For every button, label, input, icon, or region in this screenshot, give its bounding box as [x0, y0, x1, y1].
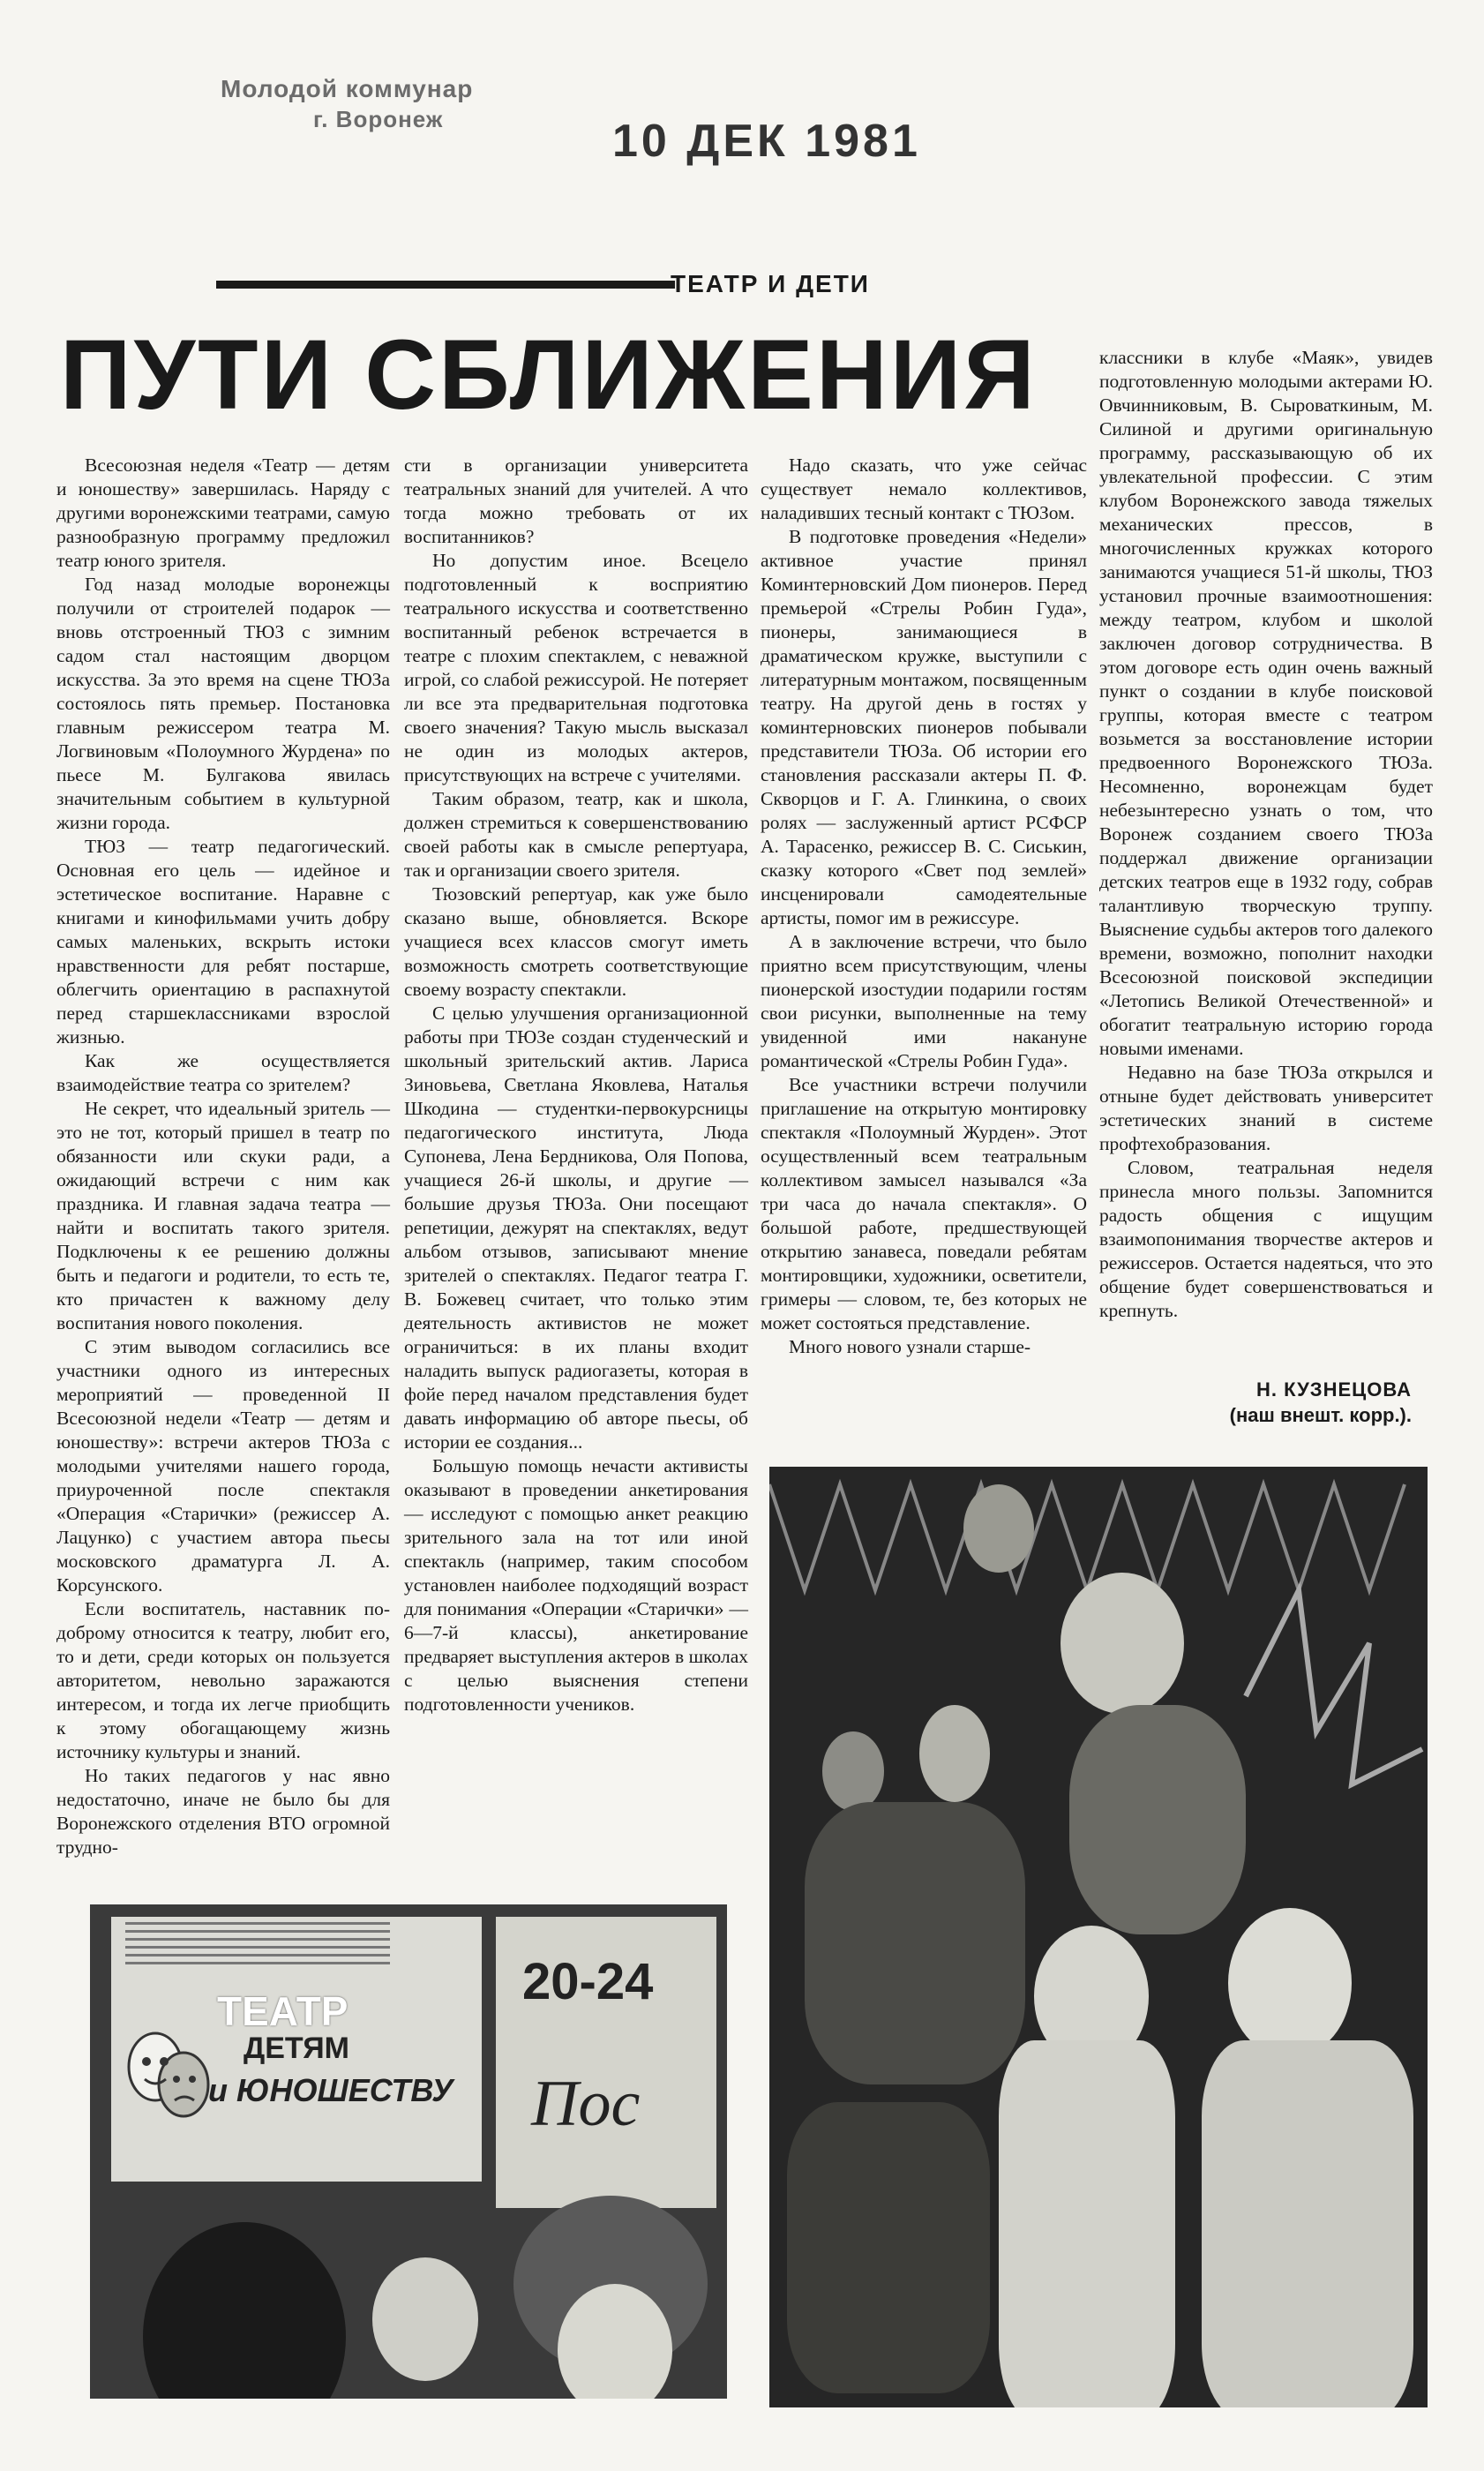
paragraph: Год назад молодые воронежцы получили от строителей подарок — вновь отстроенный ТЮЗ с зимним садом стал настоящим дворцом искусства. За это время на сцене ТЮЗа состоялось пять премьер. Постановка главным режиссером театра М. Логвиновым «Полоумного Журдена» по пьесе М. Булгакова явилась значительным событием в культурной жизни города. — [56, 574, 390, 833]
paragraph: Но допустим иное. Всецело подготовленный к восприятию театрального искусства и соответственно воспитанный ребенок встречается в театре с плохим спектаклем, с неважной игрой, со слабой режиссурой. Не потеряет ли все эта предварительная подготовка своего значения? Такую мысль высказал не один из молодых актеров, присутствующих на встрече с учителями. — [404, 550, 748, 785]
paragraph: сти в организации университета театральных знаний для учителей. А что тогда можно требовать от их воспитанников? — [404, 454, 748, 547]
poster-word-youth: и ЮНОШЕСТВУ — [208, 2072, 453, 2108]
paragraph: Всесоюзная неделя «Театр — детям и юношеству» завершилась. Наряду с другими воронежскими театрами, самую разнообразную программу предложил театр юного зрителя. — [56, 454, 390, 571]
theatre-masks-icon — [120, 2023, 217, 2129]
child-face — [372, 2257, 478, 2381]
paragraph: А в заключение встречи, что было приятно всем присутствующим, члены пионерской изостудии подарили гостям свои рисунки, выполненные на тему увиденной ими накануне романтической «Стрелы Робин Гуда». — [761, 931, 1087, 1071]
playbill-date: 20-24 — [522, 1953, 654, 2010]
author-name: Н. КУЗНЕЦОВА — [1256, 1378, 1412, 1401]
paragraph: ТЮЗ — театр педагогический. Основная его цель — идейное и эстетическое воспитание. Наравне с книгами и кинофильмами учить добру самых маленьких, вскрыть истоки нравственности для ребят постарше, облегчить ориентацию в распахнутой перед старшеклассниками взрослой жизнью. — [56, 836, 390, 1048]
paragraph: В подготовке проведения «Недели» активное участие принял Коминтерновский Дом пионеров. Перед премьерой «Стрелы Робин Гуда», пионеры, занимающиеся в драматическом кружке, выступили с литературным монтажом, посвященным театру. На другой день в гостях у коминтерновских пионеров побывали представители ТЮЗа. Об истории его становления рассказали актеры П. Ф. Скворцов и Г. А. Глинкина, о своих ролях — заслуженный артист РСФСР А. Тарасенко, режиссер В. С. Сиськин, сказку которого «Свет под землей» инсценировали самодеятельные артисты, помог им в режиссуре. — [761, 526, 1087, 928]
puppet-small — [822, 1731, 884, 1811]
paragraph: Как же осуществляется взаимодействие театра со зрителем? — [56, 1050, 390, 1095]
article-column-1 — [56, 454, 390, 1859]
puppet-small — [919, 1705, 990, 1802]
paragraph: Все участники встречи получили приглашение на открытую монтировку спектакля «Полоумный Журден». Этот осуществленный всем театральным коллективом замысел назывался «За три часа до начала спектакля». О большой работе, предшествующей открытию занавеса, поведали ребятам монтировщики, художники, осветители, гримеры — словом, те, без которых не может состояться представление. — [761, 1074, 1087, 1333]
playbill-poster — [496, 1917, 716, 2208]
paragraph: Много нового узнали старше- — [789, 1336, 1031, 1357]
paragraph: С этим выводом согласились все участники одного из интересных мероприятий — проведенной II Всесоюзной недели «Театр — детям и юношеству»: встречи актеров ТЮЗа с молодыми учителями нашего города, приуроченной после спектакля «Операция «Старички» (режиссер А. Лацунко) с участием автора пьесы московского драматурга Л. А. Корсунского. — [56, 1336, 390, 1596]
playbill-title: Пос — [531, 2068, 641, 2140]
puppet-head — [963, 1484, 1034, 1573]
paragraph: Не секрет, что идеальный зритель — это не тот, который пришел в театр по обязанности или скуки ради, а ожидающий встречи с ним как праздника. И главная задача театра — найти и воспитать такого зрителя. Подключены к ее решению должны быть и педагоги и родители, то есть те, кто причастен к важному делу воспитания нового поколения. — [56, 1098, 390, 1333]
festival-poster — [111, 1917, 482, 2182]
article-column-4 — [1099, 346, 1433, 1323]
paragraph: Надо сказать, что уже сейчас существует немало коллективов, наладивших тесный контакт с ТЮЗом. — [761, 454, 1087, 523]
paragraph: Если воспитатель, наставник по-доброму относится к театру, любит его, то и дети, среди которых он пользуется авторитетом, невольно заражаются интересом, и тогда их легче приобщить к этому обогащающему жизнь источнику культуры и знаний. — [56, 1598, 390, 1762]
rubric-rule — [216, 281, 675, 289]
puppet-body — [1069, 1705, 1246, 1934]
puppet-lower — [787, 2102, 990, 2393]
actress-dress — [999, 2040, 1175, 2407]
actress-face — [1228, 1908, 1352, 2058]
paragraph: Но таких педагогов у нас явно недостаточно, иначе не было бы для Воронежского отделения ВТО огромной трудно- — [56, 1765, 390, 1858]
paragraph: С целью улучшения организационной работы при ТЮЗе создан студенческий и школьный зрительский актив. Лариса Зиновьева, Светлана Яковлева, Наталья Шкодина — студентки-первокурсницы педагогического института, Люда Супонева, Лена Бердникова, Оля Попова, учащиеся 26-й школы, и другие — большие друзья ТЮЗа. Они посещают репетиции, дежурят на спектаклях, ведут альбом отзывов, записывают мнение зрителей о спектаклях. Педагог театра Г. В. Божевец считает, что только этим деятельность активистов не может ограничиться: в их планы входит наладить выпуск радиогазеты, которая в фойе перед началом представления будет давать информацию об авторе пьесы, об истории ее создания... — [404, 1003, 748, 1453]
headline: ПУТИ СБЛИЖЕНИЯ — [60, 319, 1038, 430]
article-column-2 — [404, 454, 748, 1716]
actress-dress — [1202, 2040, 1413, 2407]
puppet-costume — [805, 1802, 1025, 2084]
paragraph: Большую помощь нечасти активисты оказывают в проведении анкетирования — исследуют с помощью анкет реакцию зрительного зала на тот или иной спектакль (например, таким способом установлен наиболее подходящий возраст для понимания «Операции «Старички» — 6—7-й классы), анкетирование предваряет выступления актеров в школах с целью выяснения степени подготовленности учеников. — [404, 1455, 748, 1715]
paragraph: Тюзовский репертуар, как уже было сказано выше, обновляется. Вскоре учащиеся всех классов смогут иметь возможность смотреть соответствующие своему возрасту спектакли. — [404, 883, 748, 1000]
publication-stamp — [221, 74, 473, 134]
article-column-3 — [761, 454, 1087, 1359]
paragraph: Недавно на базе ТЮЗа открылся и отныне будет действовать университет эстетических знаний в системе профтехобразования. — [1099, 1062, 1433, 1154]
photo-puppets-and-actresses — [769, 1467, 1428, 2407]
author-note: (наш внешт. корр.). — [1229, 1404, 1412, 1426]
publication-city: г. Воронеж — [313, 106, 444, 132]
paragraph: Словом, театральная неделя принесла много пользы. Запомнится радость общения с ищущим взаимопонимания творчестве актеров и режиссеров. Остается надеяться, что это общение будет совершенствоваться и крепнуть. — [1099, 1157, 1433, 1321]
rubric: ТЕАТР И ДЕТИ — [671, 270, 870, 297]
publication-name: Молодой коммунар — [221, 75, 474, 102]
poster-word-children: ДЕТЯМ — [244, 2032, 349, 2065]
poster-header-text — [125, 1922, 390, 1970]
date-stamp: 10 ДЕК 1981 — [612, 116, 921, 167]
byline — [1200, 1377, 1412, 1428]
puppet-clown — [1061, 1573, 1184, 1714]
poster-word-theatre: ТЕАТР — [217, 1988, 349, 2034]
child-figure — [143, 2222, 346, 2399]
paragraph: классники в клубе «Маяк», увидев подготовленную молодыми актерами Ю. Овчинниковым, В. Сыроваткиным, М. Силиной и другими оригинальную программу, рассказывающую об их увлекательной профессии. С этим клубом Воронежского завода тяжелых механических прессов, в многочисленных кружках которого занимаются учащиеся 51-й школы, ТЮЗ установил прочные взаимоотношения: между театром, клубом и школой заключен договор сотрудничества. В этом договоре есть один очень важный пункт о создании в клубе поисковой группы, которая вместе с театром возьмется за восстановление истории предвоенного Воронежского ТЮЗа. Несомненно, воронежцам будет небезынтересно узнать о том, что Воронеж созданием своего ТЮЗа поддержал движение организации детских театров еще в 1932 году, собрав талантливую творческую труппу. Выяснение судьбы актеров того далекого времени, возможно, пополнит находки Всесоюзной поисковой экспедиции «Летопись Великой Отечественной» и обогатит театральную историю города новыми именами. — [1099, 347, 1433, 1059]
paragraph: Таким образом, театр, как и школа, должен стремиться к совершенствованию своей работы как в смысле репертуара, так и организации своего зрителя. — [404, 788, 748, 881]
photo-audience-with-posters — [90, 1904, 727, 2399]
